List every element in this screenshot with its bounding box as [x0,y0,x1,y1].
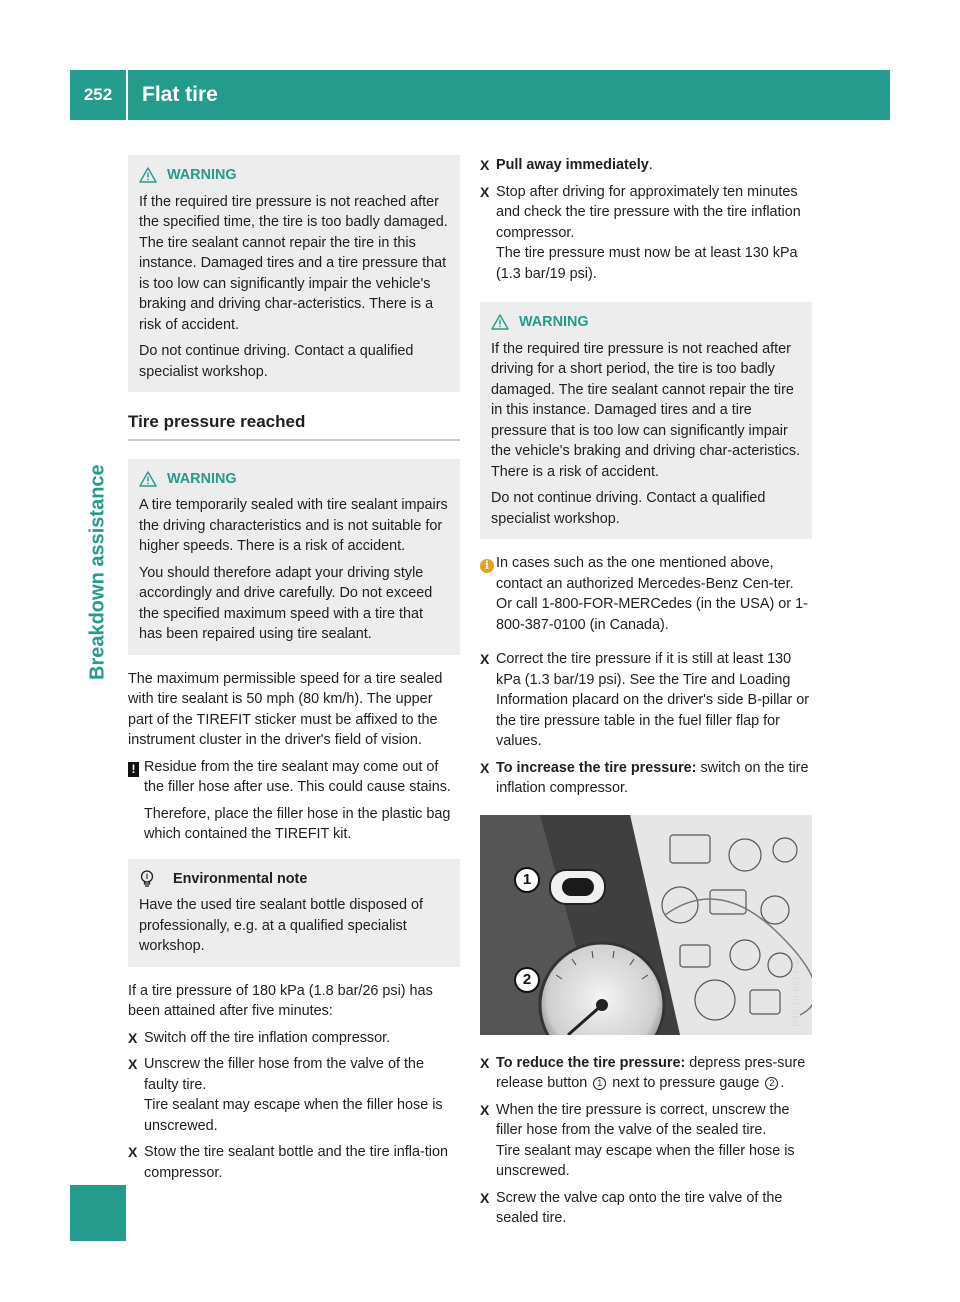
environmental-note-label: Environmental note [173,870,308,887]
callout-1: 1 [514,867,540,893]
body-paragraph: The maximum permissible speed for a tire sealed with tire sealant is 50 mph (80 km/h). The upper part of the TIREFIT sticker must be affixed to the instrument cluster in the driver's field of vision. [128,670,443,748]
compressor-photo-icon [480,815,812,1035]
side-tab [70,464,126,680]
callout-ref-1: 1 [593,1077,606,1090]
step-item [480,1100,812,1182]
right-column [480,155,812,1235]
step-bold-text: To reduce the tire pressure: [496,1054,686,1071]
step-item [480,1188,812,1229]
step-subtext: The tire pressure must now be at least 130 kPa (1.3 bar/19 psi). [496,245,798,282]
warning-box [128,155,460,392]
warning-text: You should therefore adapt your driving style accordingly and drive carefully. Do not exceed the specified maximum speed with a tire that has been repaired using tire sealant. [139,564,433,642]
step-text: Stow the tire sealant bottle and the tire infla-tion compressor. [144,1144,448,1181]
step-item [480,182,812,285]
warning-box [480,302,812,539]
step-marker-icon: X [128,1144,138,1160]
callout-2: 2 [514,967,540,993]
step-text: When the tire pressure is correct, unscrew the filler hose from the valve of the sealed tire. [496,1101,790,1138]
step-text: Stop after driving for approximately ten minutes and check the tire pressure with the tire inflation compressor. [496,183,801,241]
callout-ref-2: 2 [765,1077,778,1090]
step-bold-text: To increase the tire pressure: [496,759,697,776]
info-icon: i [480,559,494,573]
lightbulb-icon [139,870,155,888]
section-heading: Tire pressure reached [128,412,460,441]
step-text: next to pressure gauge [608,1075,764,1091]
step-marker-icon: X [480,1054,490,1071]
warning-text: If the required tire pressure is not reached after the specified time, the tire is too badly damaged. The tire sealant cannot repair the tire in this instance. Damaged tires and a tire pressure that is too low can significantly impair the vehicle's braking and driving char-acteristics. There is a risk of accident. [139,193,448,333]
warning-text: Do not continue driving. Contact a qualified specialist workshop. [491,490,766,527]
header-divider [126,70,128,120]
step-text: depress pres-sure release button [496,1054,806,1091]
figure-code: P40.10-0614-31 [790,954,801,1027]
step-text: . [648,157,653,173]
step-item [480,1053,812,1094]
info-text: In cases such as the one mentioned above, contact an authorized Mercedes-Benz Cen-ter. Or call 1-800-FOR-MERCedes (in the USA) or 1-800-387-0100 (in Canada). [496,555,808,633]
notice-text: Residue from the tire sealant may come out of the filler hose after use. This could cause stains. [144,758,451,795]
step-item [128,1028,460,1049]
step-text: . [780,1075,785,1091]
step-subtext: Tire sealant may escape when the filler hose is unscrewed. [496,1142,795,1179]
warning-triangle-icon [139,167,157,183]
environmental-note-box [128,859,460,967]
step-bold-text: Pull away immediately [496,157,649,173]
step-text: switch on the tire inflation compressor. [496,759,809,796]
step-item [480,649,812,752]
step-text: Switch off the tire inflation compressor. [144,1029,391,1046]
step-item [128,1054,460,1136]
step-text: Correct the tire pressure if it is still at least 130 kPa (1.3 bar/19 psi). See the Tire and Loading Information placard on the driver's side B-pillar or the tire pressure table in the fuel filler flap for values. [496,651,810,749]
warning-label: WARNING [519,314,589,330]
step-text: Screw the valve cap onto the tire valve of the sealed tire. [496,1189,783,1226]
step-marker-icon: X [480,157,490,173]
step-item [128,1142,460,1183]
page-number: 252 [83,85,113,104]
step-marker-icon: X [480,759,490,776]
side-tab-label: Breakdown assistance [86,464,109,680]
warning-text: If the required tire pressure is not reached after driving for a short period, the tire is too badly damaged. The tire sealant cannot repair the tire in this instance. Damaged tires and a tire pressure that is too low can significantly impair the vehicle's braking and driving char-acteristics. There is a risk of accident. [491,340,801,480]
body-paragraph: If a tire pressure of 180 kPa (1.8 bar/26 psi) has been attained after five minutes: [128,982,433,1019]
exclamation-icon: ! [128,762,139,777]
step-text: Unscrew the filler hose from the valve of the faulty tire. [144,1056,424,1093]
step-subtext: Tire sealant may escape when the filler hose is unscrewed. [144,1097,443,1134]
step-marker-icon: X [128,1029,138,1046]
step-marker-icon: X [480,1101,490,1118]
warning-box [128,459,460,655]
notice [128,757,460,851]
step-item [480,758,812,799]
warning-text: A tire temporarily sealed with tire sealant impairs the driving characteristics and is not suitable for higher speeds. There is a risk of accident. [139,497,448,554]
notice-text: Therefore, place the filler hose in the plastic bag which contained the TIREFIT kit. [144,805,451,842]
warning-label: WARNING [167,470,237,487]
environmental-note-text: Have the used tire sealant bottle disposed of professionally, e.g. at a qualified specialist workshop. [139,897,423,954]
step-item [480,155,812,176]
warning-triangle-icon [139,471,157,487]
step-marker-icon: X [128,1056,138,1072]
warning-text: Do not continue driving. Contact a qualified specialist workshop. [139,343,414,380]
left-column [128,155,460,1189]
step-marker-icon: X [480,1189,490,1206]
warning-label: WARNING [167,167,237,183]
step-marker-icon: X [480,651,490,667]
side-tab-marker [70,1185,126,1241]
warning-triangle-icon [491,314,509,330]
step-marker-icon: X [480,183,490,200]
info-note [480,553,812,641]
compressor-illustration [480,815,812,1035]
chapter-title: Flat tire [142,83,218,106]
